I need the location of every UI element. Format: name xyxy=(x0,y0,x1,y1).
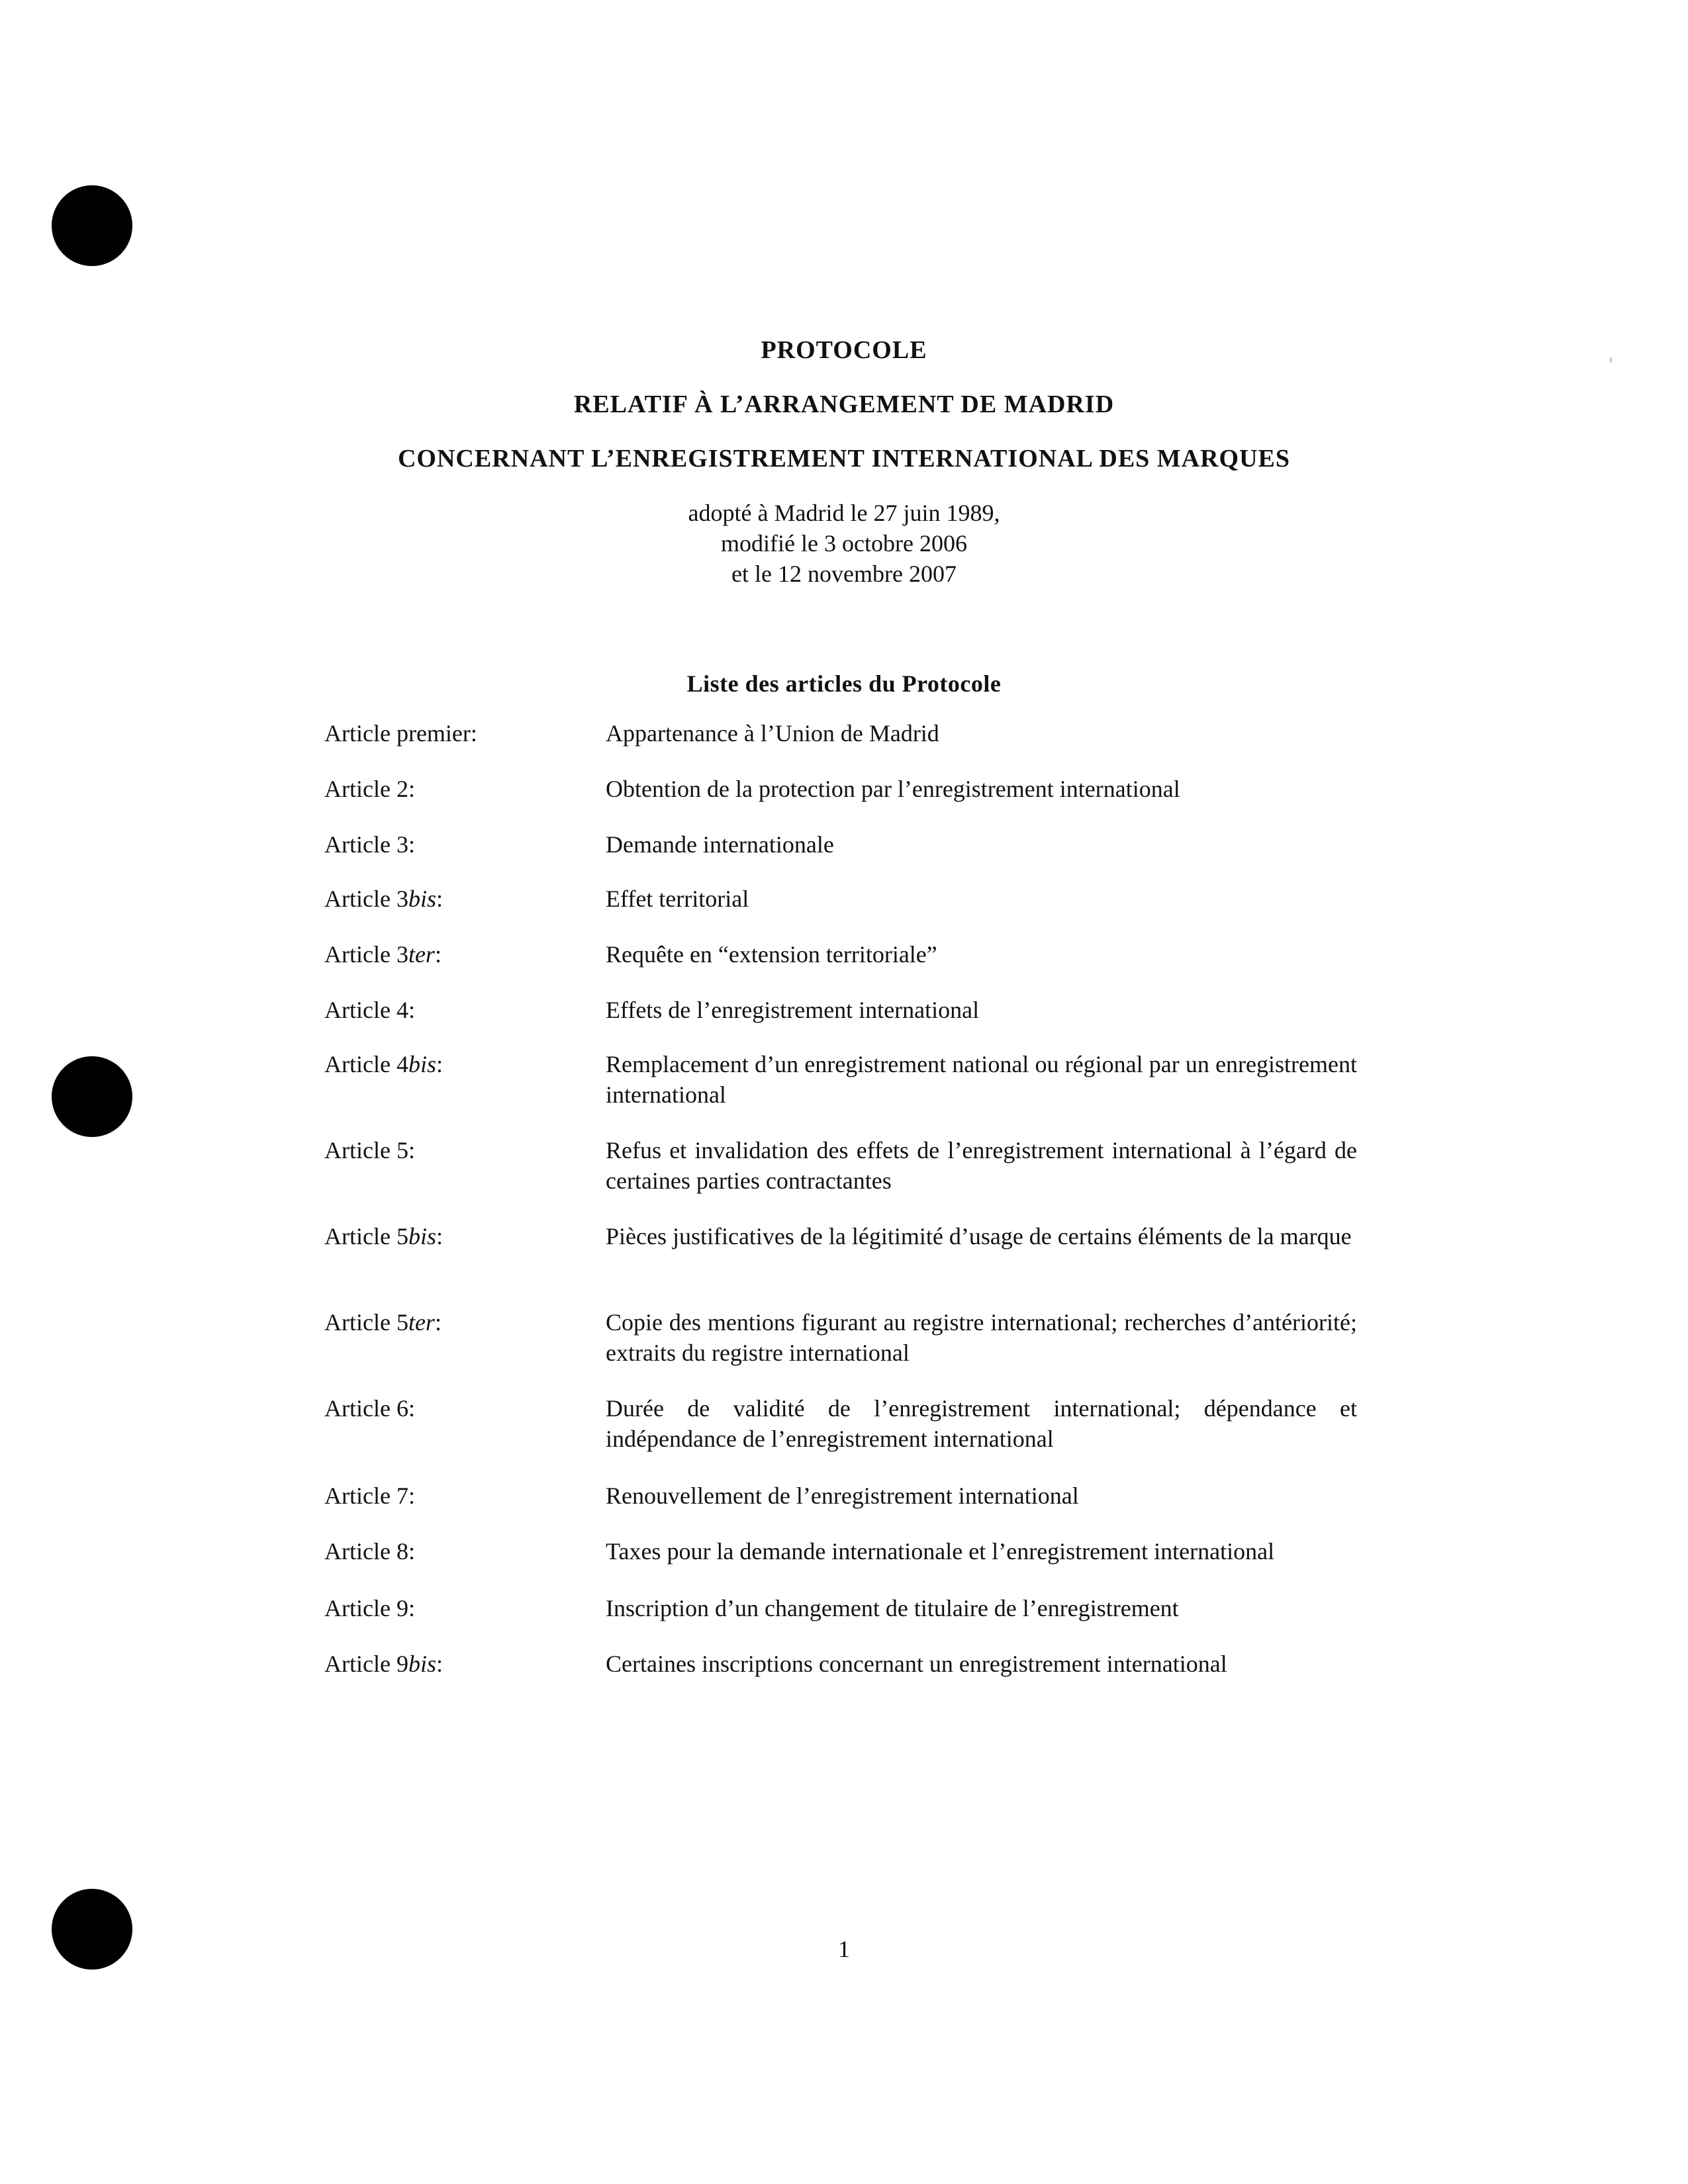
article-label xyxy=(324,939,606,970)
article-label xyxy=(324,1649,606,1679)
article-number: Article 3 xyxy=(324,941,408,968)
article-number: Article 9: xyxy=(324,1595,415,1621)
article-title: Obtention de la protection par l’enregistrement international xyxy=(606,776,1180,802)
article-row xyxy=(324,1393,1357,1454)
article-row xyxy=(324,939,1357,970)
article-colon: : xyxy=(436,1651,443,1677)
article-suffix: ter xyxy=(408,941,435,968)
article-number: Article 2: xyxy=(324,776,415,802)
article-label xyxy=(324,1593,606,1623)
article-title: Appartenance à l’Union de Madrid xyxy=(606,720,939,747)
punch-hole xyxy=(52,185,132,266)
punch-hole xyxy=(52,1056,132,1137)
title-line-3: CONCERNANT L’ENREGISTREMENT INTERNATIONAL DES MARQUES xyxy=(397,445,1291,473)
article-title: Pièces justificatives de la légitimité d’usage de certains éléments de la marque xyxy=(606,1223,1352,1250)
article-suffix: bis xyxy=(408,1651,436,1677)
article-label xyxy=(324,1049,606,1079)
article-title: Taxes pour la demande internationale et l’enregistrement international xyxy=(606,1538,1275,1565)
title-line-2: RELATIF À L’ARRANGEMENT DE MADRID xyxy=(573,390,1115,418)
article-label xyxy=(324,1135,606,1165)
article-title: Durée de validité de l’enregistrement international; dépendance et indépendance de l’enregistrement international xyxy=(606,1395,1357,1452)
article-row xyxy=(324,774,1357,804)
article-row xyxy=(324,995,1357,1025)
article-title: Remplacement d’un enregistrement national ou régional par un enregistrement international xyxy=(606,1051,1357,1108)
article-row xyxy=(324,1221,1357,1251)
article-title: Certaines inscriptions concernant un enregistrement international xyxy=(606,1651,1227,1677)
article-title: Renouvellement de l’enregistrement international xyxy=(606,1482,1079,1509)
adoption-line-1: adopté à Madrid le 27 juin 1989, xyxy=(688,500,1000,526)
article-suffix: ter xyxy=(408,1309,435,1336)
article-label xyxy=(324,774,606,804)
article-title: Inscription d’un changement de titulaire de l’enregistrement xyxy=(606,1595,1179,1621)
article-label xyxy=(324,1307,606,1338)
article-row xyxy=(324,829,1357,860)
article-label xyxy=(324,1393,606,1424)
article-title: Demande internationale xyxy=(606,831,834,858)
article-colon: : xyxy=(436,1223,443,1250)
article-label xyxy=(324,1221,606,1251)
article-number: Article premier: xyxy=(324,720,477,747)
article-suffix: bis xyxy=(408,886,436,912)
article-suffix: bis xyxy=(408,1051,436,1077)
article-number: Article 4: xyxy=(324,997,415,1023)
list-heading: Liste des articles du Protocole xyxy=(686,670,1002,697)
article-colon: : xyxy=(434,1309,442,1336)
article-label xyxy=(324,718,606,749)
adoption-line-2: modifié le 3 octobre 2006 xyxy=(721,530,967,557)
article-title: Effet territorial xyxy=(606,886,749,912)
article-label xyxy=(324,1480,606,1511)
article-colon: : xyxy=(436,1051,443,1077)
article-number: Article 7: xyxy=(324,1482,415,1509)
article-number: Article 3 xyxy=(324,886,408,912)
article-row xyxy=(324,1049,1357,1110)
article-title: Effets de l’enregistrement international xyxy=(606,997,980,1023)
article-number: Article 5 xyxy=(324,1223,408,1250)
article-suffix: bis xyxy=(408,1223,436,1250)
article-title: Requête en “extension territoriale” xyxy=(606,941,937,968)
article-row xyxy=(324,1135,1357,1196)
article-row xyxy=(324,1480,1357,1511)
article-number: Article 5: xyxy=(324,1137,415,1163)
article-row xyxy=(324,1649,1357,1679)
article-label xyxy=(324,829,606,860)
article-label xyxy=(324,884,606,914)
title-line-1: PROTOCOLE xyxy=(761,336,927,364)
article-number: Article 3: xyxy=(324,831,415,858)
article-title: Copie des mentions figurant au registre international; recherches d’antériorité; extraits du registre international xyxy=(606,1309,1357,1366)
article-row xyxy=(324,884,1357,914)
article-title: Refus et invalidation des effets de l’enregistrement international à l’égard de certaines parties contractantes xyxy=(606,1137,1357,1194)
article-label xyxy=(324,995,606,1025)
adoption-line-3: et le 12 novembre 2007 xyxy=(731,561,957,587)
page-number: 1 xyxy=(838,1936,850,1962)
article-label xyxy=(324,1536,606,1567)
adoption-dates xyxy=(0,498,1688,589)
article-row xyxy=(324,718,1357,749)
article-number: Article 8: xyxy=(324,1538,415,1565)
article-row xyxy=(324,1536,1357,1567)
article-colon: : xyxy=(434,941,442,968)
article-colon: : xyxy=(436,886,443,912)
article-number: Article 4 xyxy=(324,1051,408,1077)
article-row xyxy=(324,1593,1357,1623)
article-number: Article 6: xyxy=(324,1395,415,1422)
article-number: Article 9 xyxy=(324,1651,408,1677)
article-row xyxy=(324,1307,1357,1368)
article-number: Article 5 xyxy=(324,1309,408,1336)
